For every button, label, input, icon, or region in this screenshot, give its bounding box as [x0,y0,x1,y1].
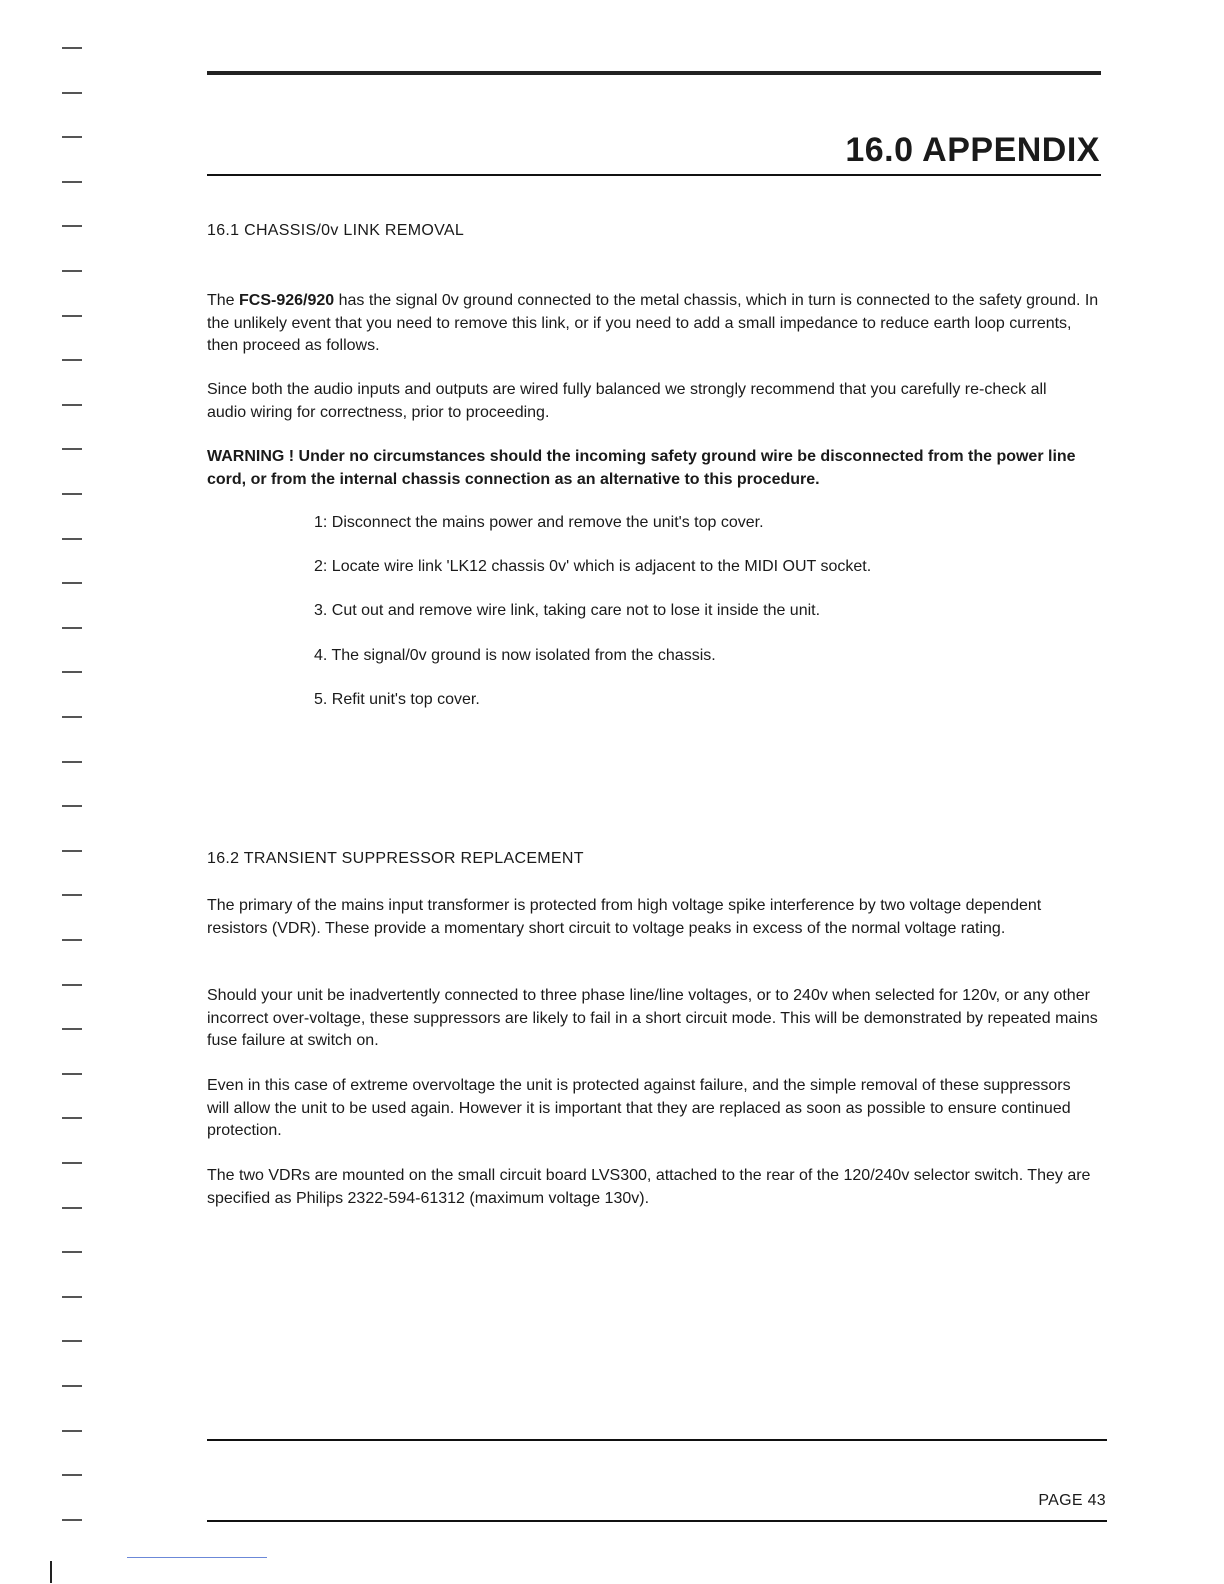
margin-dash [62,805,82,807]
margin-dash [62,47,82,49]
paragraph-protection: Even in this case of extreme overvoltage the unit is protected against failure, and the simple removal of these suppressors will allow the unit to be used again. However it is important that they are replaced as soon as possible to ensure continued protection. [207,1077,1071,1139]
margin-dash [62,1474,82,1476]
intro-text-start: The [207,292,240,309]
page-number: PAGE 43 [1038,1492,1106,1509]
step-1: 1: Disconnect the mains power and remove the unit's top cover. [314,514,764,531]
margin-dash [62,448,82,450]
scan-edge-line [127,1557,267,1558]
paragraph-vdr-intro: The primary of the mains input transformer is protected from high voltage spike interference by two voltage dependent resistors (VDR). These provide a momentary short circuit to voltage peaks in excess of the normal voltage rating. [207,897,1042,937]
margin-dash [62,939,82,941]
chapter-title: 16.0 APPENDIX [845,131,1100,169]
margin-dash [62,315,82,317]
margin-dash [62,1117,82,1119]
margin-dash [62,1073,82,1075]
margin-dash [62,1251,82,1253]
intro-text-end: has the signal 0v ground connected to the metal chassis, which in turn is connected to the safety ground. In the unlikely event that you need to remove this link, or if you need to add a small impedance to reduce earth loop currents, then proceed as follows. [207,292,1099,354]
margin-dash [62,671,82,673]
footer-rule-upper [207,1439,1107,1441]
section-heading-16-2: 16.2 TRANSIENT SUPPRESSOR REPLACEMENT [207,850,584,867]
margin-dash [62,761,82,763]
margin-dash [62,1519,82,1521]
model-number: FCS-926/920 [239,292,335,309]
margin-dash [62,1430,82,1432]
scan-corner-mark [50,1561,52,1583]
paragraph-intro [207,290,1102,358]
margin-dash [62,1340,82,1342]
margin-dash [62,404,82,406]
procedure-steps [314,512,1074,733]
margin-dash [62,136,82,138]
margin-dash [62,92,82,94]
section-heading-16-1: 16.1 CHASSIS/0v LINK REMOVAL [207,222,465,239]
margin-dash [62,225,82,227]
margin-dash [62,181,82,183]
margin-dash [62,538,82,540]
binder-margin-marks [62,0,88,1584]
step-4: 4. The signal/0v ground is now isolated from the chassis. [314,646,716,664]
margin-dash [62,493,82,495]
paragraph-recommend: Since both the audio inputs and outputs are wired fully balanced we strongly recommend that you carefully re-check all audio wiring for correctness, prior to proceeding. [207,381,1047,421]
margin-dash [62,1296,82,1298]
margin-dash [62,1028,82,1030]
step-2: 2: Locate wire link 'LK12 chassis 0v' which is adjacent to the MIDI OUT socket. [314,558,872,576]
top-rule [207,71,1101,75]
title-underline [207,174,1101,176]
footer-rule-lower [207,1520,1107,1522]
step-5: 5. Refit unit's top cover. [314,690,480,708]
margin-dash [62,984,82,986]
paragraph-vdr-spec: The two VDRs are mounted on the small circuit board LVS300, attached to the rear of the 120/240v selector switch. They are specified as Philips 2322-594-61312 (maximum voltage 130v). [207,1167,1091,1207]
margin-dash [62,894,82,896]
margin-dash [62,582,82,584]
margin-dash [62,1385,82,1387]
warning-text: WARNING ! Under no circumstances should the incoming safety ground wire be disconnected from the power line cord, or from the internal chassis connection as an alternative to this procedure. [207,448,1076,488]
margin-dash [62,850,82,852]
paragraph-overvoltage: Should your unit be inadvertently connected to three phase line/line voltages, or to 240v when selected for 120v, or any other incorrect over-voltage, these suppressors are likely to fail in a short circuit mode. This will be demonstrated by repeated mains fuse failure at switch on. [207,987,1098,1049]
step-3: 3. Cut out and remove wire link, taking care not to lose it inside the unit. [314,602,821,620]
margin-dash [62,1162,82,1164]
margin-dash [62,270,82,272]
margin-dash [62,716,82,718]
margin-dash [62,359,82,361]
margin-dash [62,1207,82,1209]
margin-dash [62,627,82,629]
